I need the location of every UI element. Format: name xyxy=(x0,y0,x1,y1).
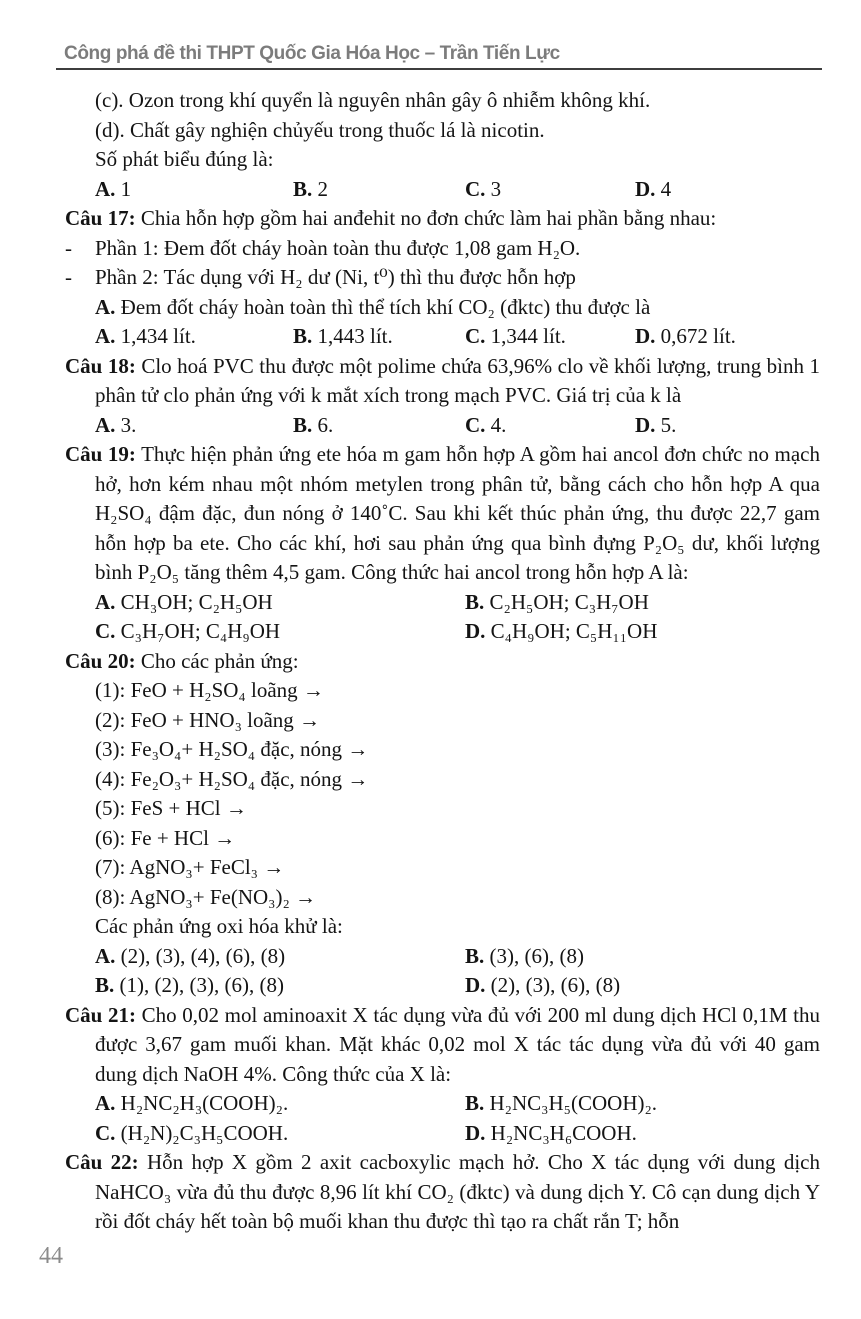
answer-row xyxy=(65,617,820,647)
answer-row xyxy=(65,1089,820,1119)
option-a: A. 1 xyxy=(95,176,132,201)
question-22-label: Câu 22: xyxy=(65,1150,139,1174)
question-19 xyxy=(65,440,820,647)
answer-row xyxy=(65,411,820,441)
question-16-prompt: Số phát biểu đúng là: xyxy=(95,147,274,171)
option-d: D. C₄H₉OH; C₅H₁₁OH xyxy=(465,619,658,643)
dash-bullet: - xyxy=(65,235,72,260)
question-17-subprompt: A. Đem đốt cháy hoàn toàn thì thể tích khí CO₂ (đktc) thu được là xyxy=(95,294,651,319)
question-17-part2: - Phần 2: Tác dụng với H₂ dư (Ni, t⁰) thì thu được hỗn hợp xyxy=(65,263,820,293)
option-c: C. 1,344 lít. xyxy=(465,324,566,348)
question-17-stem: Câu 17: Chia hỗn hợp gồm hai anđehit no đơn chức làm hai phần bằng nhau: xyxy=(65,206,717,230)
question-21-label: Câu 21: xyxy=(65,1002,136,1027)
reaction-line-5: (5): FeS + HCl → xyxy=(95,796,247,820)
option-c: C. 4. xyxy=(465,412,507,437)
option-d: D. 0,672 lít. xyxy=(635,324,736,348)
option-b: B. 6. xyxy=(293,412,334,437)
question-22 xyxy=(65,1148,820,1237)
question-20 xyxy=(65,647,820,1001)
page-header xyxy=(56,42,822,70)
reaction-line-3: (3): Fe₃O₄+ H₂SO₄ đặc, nóng → xyxy=(95,737,369,761)
option-c: C. (H₂N)₂C₃H₅COOH. xyxy=(95,1120,289,1145)
answer-row xyxy=(65,588,820,618)
option-b: B. 1,443 lít. xyxy=(293,324,393,348)
question-20-label: Câu 20: xyxy=(65,648,136,673)
option-b: B. C₂H₅OH; C₃H₇OH xyxy=(465,589,649,614)
option-a: A. H₂NC₂H₃(COOH)₂. xyxy=(95,1091,289,1115)
answer-row xyxy=(65,175,820,205)
reaction-line-6: (6): Fe + HCl → xyxy=(95,825,236,850)
page-body xyxy=(65,86,820,1237)
question-22-stem: Câu 22: Hỗn hợp X gồm 2 axit cacboxylic mạch hở. Cho X tác dụng với dung dịch NaHCO₃ vừa đủ thu được 8,96 lít khí CO₂ (đktc) và dung dịch Y. Cô cạn dung dịch Y rồi đốt cháy hết toàn bộ muối khan thu được thì tạo ra chất rắn T; hỗn xyxy=(65,1150,820,1233)
option-b2: B. (1), (2), (3), (6), (8) xyxy=(95,973,284,997)
statement-c: (c). Ozon trong khí quyển là nguyên nhân gây ô nhiễm không khí. xyxy=(95,88,651,112)
reaction-line-1: (1): FeO + H₂SO₄ loãng → xyxy=(95,678,324,702)
reaction-line-4: (4): Fe₂O₃+ H₂SO₄ đặc, nóng → xyxy=(95,766,369,791)
question-20-stem: Câu 20: Cho các phản ứng: xyxy=(65,648,299,673)
option-a: A. (2), (3), (4), (6), (8) xyxy=(95,943,286,968)
option-c: C. 3 xyxy=(465,176,502,201)
question-18-label: Câu 18: xyxy=(65,353,136,378)
option-a: A. CH₃OH; C₂H₅OH xyxy=(95,589,273,614)
question-18 xyxy=(65,352,820,441)
question-20-prompt: Các phản ứng oxi hóa khử là: xyxy=(95,914,343,938)
option-d: D. 5. xyxy=(635,412,677,437)
option-b: B. H₂NC₃H₅(COOH)₂. xyxy=(465,1091,658,1115)
answer-row xyxy=(65,971,820,1001)
option-b: B. 2 xyxy=(293,176,329,201)
dash-bullet: - xyxy=(65,265,72,289)
statement-d: (d). Chất gây nghiện chủyếu trong thuốc lá là nicotin. xyxy=(95,117,545,142)
question-21 xyxy=(65,1001,820,1149)
reaction-line-8: (8): AgNO₃+ Fe(NO₃)₂ → xyxy=(95,884,317,909)
reaction-line-2: (2): FeO + HNO₃ loãng → xyxy=(95,707,321,732)
option-a: A. 1,434 lít. xyxy=(95,324,196,348)
reaction-line-7: (7): AgNO₃+ FeCl₃ → xyxy=(95,855,285,879)
option-a: A. 3. xyxy=(95,412,137,437)
answer-row xyxy=(65,1119,820,1149)
option-d: D. 4 xyxy=(635,176,672,201)
option-c: C. C₃H₇OH; C₄H₉OH xyxy=(95,619,281,643)
question-19-stem: Câu 19: Thực hiện phản ứng ete hóa m gam hỗn hợp A gồm hai ancol đơn chức no mạch hở, hơn kém nhau một nhóm metylen trong phân tử, bằng cách cho hỗn hợp A qua H₂SO₄ đậm đặc, đun nóng ở 140˚C. Sau khi kết thúc phản ứng, thu được 22,7 gam hỗn hợp ba ete. Cho các khí, hơi sau phản ứng qua bình đựng P₂O₅ dư, khối lượng bình P₂O₅ tăng thêm 4,5 gam. Công thức hai ancol trong hỗn hợp A là: xyxy=(65,442,821,584)
question-17-label: Câu 17: xyxy=(65,206,136,230)
question-16-remainder xyxy=(65,86,820,204)
book-title: Công phá đề thi THPT Quốc Gia Hóa Học – Trần Tiến Lực xyxy=(64,43,560,64)
option-d: D. (2), (3), (6), (8) xyxy=(465,973,621,997)
header-divider xyxy=(56,68,822,70)
page-number: 44 xyxy=(39,1243,63,1269)
question-19-label: Câu 19: xyxy=(65,442,136,466)
question-18-stem: Câu 18: Clo hoá PVC thu được một polime chứa 63,96% clo về khối lượng, trung bình 1 phân tử clo phản ứng với k mắt xích trong mạch PVC. Giá trị của k là xyxy=(65,353,820,407)
answer-row xyxy=(65,322,820,352)
question-17-part1: - Phần 1: Đem đốt cháy hoàn toàn thu được 1,08 gam H₂O. xyxy=(65,234,820,264)
question-21-stem: Câu 21: Cho 0,02 mol aminoaxit X tác dụng vừa đủ với 200 ml dung dịch HCl 0,1M thu được 3,67 gam muối khan. Mặt khác 0,02 mol X tác tác dụng vừa đủ với 40 gam dung dịch NaOH 4%. Công thức của X là: xyxy=(65,1002,821,1086)
question-17 xyxy=(65,204,820,352)
answer-row xyxy=(65,942,820,972)
option-b: B. (3), (6), (8) xyxy=(465,943,584,968)
option-d: D. H₂NC₃H₆COOH. xyxy=(465,1120,637,1145)
